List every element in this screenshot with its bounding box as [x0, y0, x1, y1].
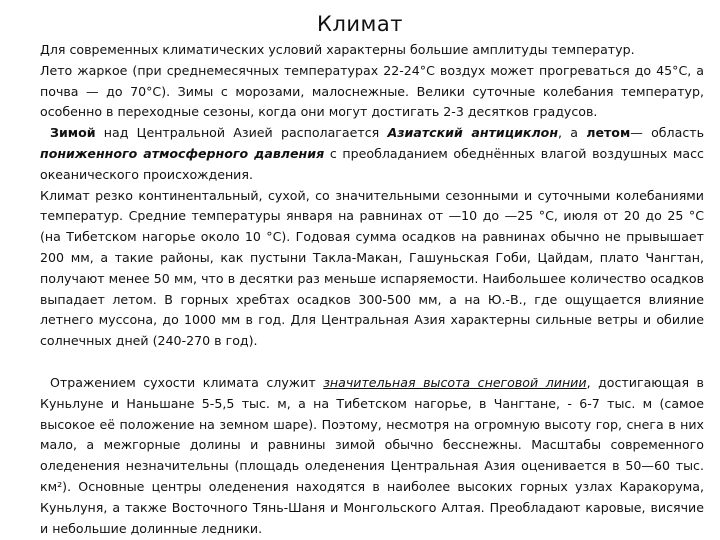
term-asian-anticyclone: Азиатский антициклон: [387, 125, 559, 141]
term-snowline: значительная высота снеговой линии: [323, 374, 587, 390]
paragraph-continental-climate: Климат резко континентальный, сухой, со значительными сезонными и суточными колебаниями температур. Средние температуры января на равнинах от —10 до —25 °С, июля от 20 до 25 °С (на Тибетском нагорье около 10 °С). Годовая сумма осадков на равнинах обычно не прывышает 200 мм, а такие районы, как пустыни Такла-Макан, Гашуньская Гоби, Цайдам, плато Чангтан, получают менее 50 мм, что в десятки раз меньше испаряемости. Наибольшее количество осадков выпадает летом. В горных хребтах осадков 300-500 мм, а на Ю.-В., где ощущается влияние летнего муссона, до 1000 мм в год. Для Центральная Азия характерны сильные ветры и обилие солнечных дней (240-270 в год).: [40, 187, 704, 349]
text-fragment: Отражением сухости климата служит: [50, 374, 324, 390]
text-fragment: с преобладанием обеднённых влагой воздушных масс океанического происхождения.: [40, 145, 704, 182]
text-fragment: над Центральной Азией располагается: [95, 125, 388, 141]
paragraph-snowline: [40, 373, 704, 539]
paragraph-gap: [40, 352, 704, 373]
text-fragment: , а: [558, 125, 587, 141]
paragraph-amplitudes: Для современных климатических условий характерны большие амплитуды температур.: [40, 42, 635, 57]
paragraph-pressure: [40, 123, 704, 185]
term-winter: Зимой: [50, 125, 96, 141]
text-body: [40, 40, 704, 539]
term-low-pressure: пониженного атмосферного давления: [40, 145, 325, 161]
paragraph-summer-winter: Лето жаркое (при среднемесячных температурах 22-24°С воздух может прогреваться до 45°С, а почва — до 70°С). Зимы с морозами, малоснежные. Велики суточные колебания температур, особенно в переходные сезоны, когда они могут достигать 2-3 десятков градусов.: [40, 62, 704, 120]
text-fragment: — область: [630, 125, 704, 141]
term-summer: летом: [586, 125, 631, 141]
text-fragment: , достигающая в Куньлуне и Наньшане 5-5,5 тыс. м, а на Тибетском нагорье, в Чангтане, - 6-7 тыс. м (самое высокое её положение на земном шаре). Поэтому, несмотря на огромную высоту гор, снега в них мало, а межгорные долины и равнины зимой обычно бесснежны. Масштабы современного оледенения незначительны (площадь оледенения Центральная Азия оценивается в 50—60 тыс. км²). Основные центры оледенения находятся в наиболее высоких горных узлах Каракорума, Куньлуня, а также Восточного Тянь-Шаня и Монгольского Алтая. Преобладают каровые, висячие и небольшие долинные ледники.: [40, 374, 704, 536]
page-title: Климат: [317, 12, 403, 36]
